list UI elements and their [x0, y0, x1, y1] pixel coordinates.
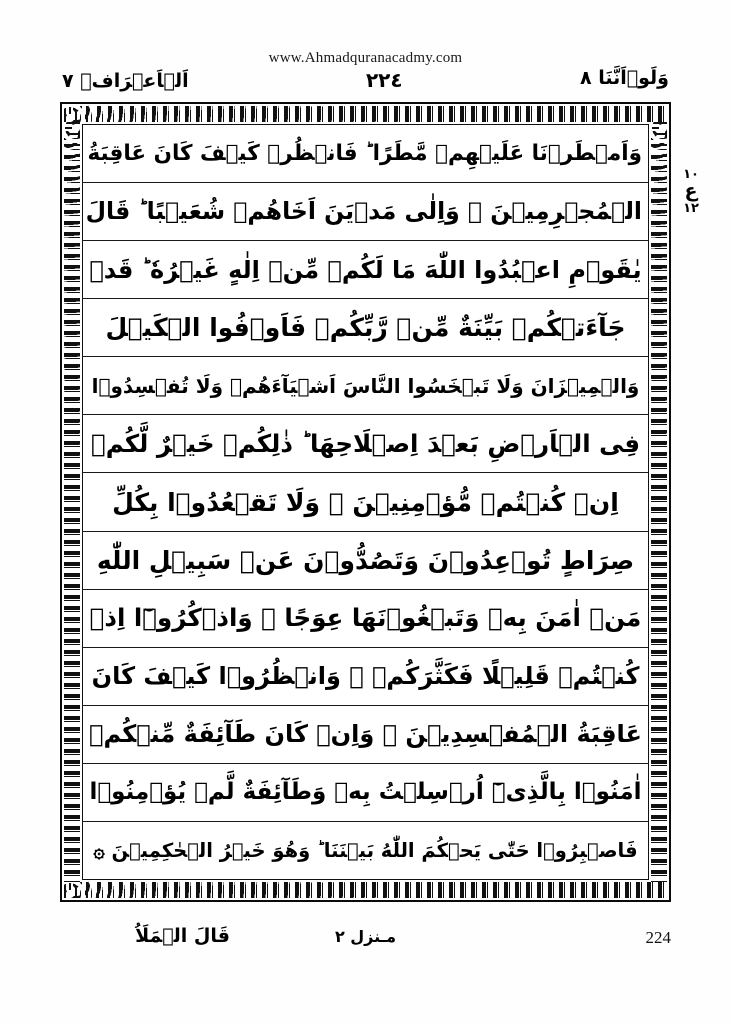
ruku-ain-icon: ع: [684, 179, 698, 202]
ayah-line: [83, 299, 648, 357]
ayah-text: كُنۡتُمۡ قَلِيۡلًا فَكَثَّرَكُمۡ ۪ وَانۡظُرُوۡا كَيۡفَ كَانَ: [91, 662, 640, 691]
site-url-watermark: www.Ahmadquranacadmy.com: [268, 50, 463, 66]
ruku-bottom-number: ١٢: [683, 200, 699, 216]
ayah-text: الۡمُجۡرِمِيۡنَ ۞ وَاِلٰى مَدۡيَنَ اَخَاهُمۡ شُعَيۡبًا ؕ قَالَ: [85, 196, 642, 225]
ayah-line: [83, 183, 648, 241]
ayah-line: [83, 415, 648, 473]
ruku-side-marker: [676, 168, 706, 215]
ayah-text: مَنۡ اٰمَنَ بِهٖ وَتَبۡغُوۡنَهَا عِوَجًا ۚ وَاذۡكُرُوۡٓا اِذۡ: [89, 602, 642, 632]
ayah-lines-container: [83, 125, 648, 879]
ayah-text: يٰقَوۡمِ اعۡبُدُوا اللّٰهَ مَا لَكُمۡ مِّنۡ اِلٰهٍ غَيۡرُهٗ ؕ قَدۡ: [89, 255, 642, 284]
ayah-text: وَالۡمِيۡزَانَ وَلَا تَبۡخَسُوا النَّاسَ اَشۡيَآءَهُمۡ وَلَا تُفۡسِدُوۡا: [91, 373, 640, 398]
footer-ruku-name: قَالَ الۡمَلَاُ: [135, 925, 230, 947]
ayah-text: اٰمَنُوۡا بِالَّذِىۡٓ اُرۡسِلۡتُ بِهٖ وَطَآئِفَةٌ لَّمۡ يُؤۡمِنُوۡا: [89, 778, 642, 805]
ayah-line: [83, 241, 648, 299]
running-header: [62, 68, 669, 100]
ayah-line: [83, 764, 648, 822]
ruku-top-number: ١٠: [683, 167, 699, 182]
ayah-line: [83, 125, 648, 183]
header-juz-label: وَلَوۡاَنَّنَا ٨: [579, 67, 669, 89]
border-ornament-bottom: [64, 882, 667, 898]
header-page-number-arabic: ٢٢٤: [365, 68, 403, 92]
footer-manzil-label: مـنزل ٢: [334, 927, 397, 946]
ayah-text: فِى الۡاَرۡضِ بَعۡدَ اِصۡلَاحِهَا ؕ ذٰلِكُمۡ خَيۡرٌ لَّكُمۡ: [91, 428, 640, 458]
ayah-line: [83, 648, 648, 706]
quran-text-frame: [60, 102, 671, 902]
ayah-text: اِنۡ كُنۡتُمۡ مُّؤۡمِنِيۡنَ ۞ وَلَا تَقۡعُدُوۡا بِكُلِّ: [112, 487, 619, 517]
ayah-text: صِرَاطٍ تُوۡعِدُوۡنَ وَتَصُدُّوۡنَ عَنۡ سَبِيۡلِ اللّٰهِ: [96, 545, 635, 575]
border-ornament-top: [64, 106, 667, 122]
border-ornament-left: [64, 122, 80, 882]
ayah-line: [83, 590, 648, 648]
ayah-text: جَآءَتۡكُمۡ بَيِّنَةٌ مِّنۡ رَّبِّكُمۡ فَاَوۡفُوا الۡكَيۡلَ: [105, 313, 626, 343]
footer-page-number: 224: [645, 928, 671, 947]
ayah-line: [83, 706, 648, 764]
ayah-line: [83, 357, 648, 415]
ayah-line: [83, 532, 648, 590]
header-surah-label: اَلۡاَعۡرَافۡ ٧: [62, 70, 189, 92]
page-footer: [60, 925, 671, 959]
ayah-text: فَاصۡبِرُوۡا حَتّٰى يَحۡكُمَ اللّٰهُ بَيۡنَنَا ؕ وَهُوَ خَيۡرُ الۡحٰكِمِيۡنَ ۞: [93, 838, 638, 862]
ayah-text: وَاَمۡطَرۡنَا عَلَيۡهِمۡ مَّطَرًا ؕ فَانۡظُرۡ كَيۡفَ كَانَ عَاقِبَةُ: [87, 140, 642, 166]
ayah-line: [83, 473, 648, 531]
border-ornament-right: [651, 122, 667, 882]
ayah-line: [83, 822, 648, 879]
ayah-text: عَاقِبَةُ الۡمُفۡسِدِيۡنَ ۞ وَاِنۡ كَانَ طَآئِفَةٌ مِّنۡكُمۡ: [89, 720, 642, 749]
